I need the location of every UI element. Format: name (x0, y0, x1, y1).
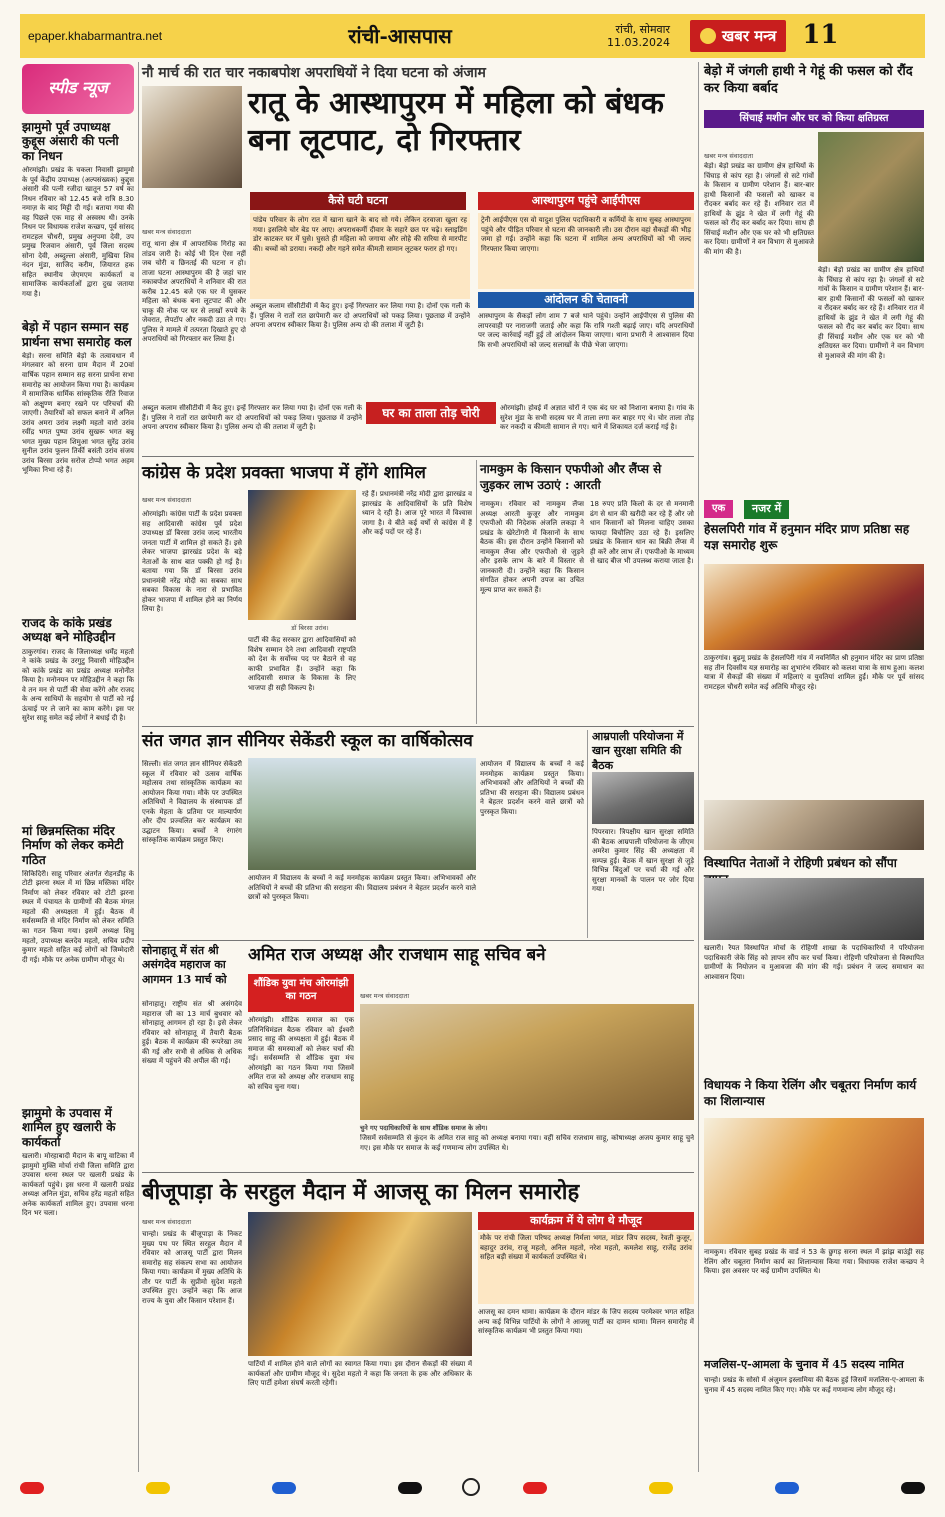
lead-kicker: नौ मार्च की रात चार नकाबपोश अपराधियों ने दिया घटना को अंजाम (142, 65, 486, 81)
ajsu-body-end: आजसू का दमन थामा। कार्यक्रम के दौरान मांडर के जिप सदस्य परमेश्वर भगत सहित अन्य कई विभिन्न पार्टियों के लोगों ने आजसू पार्टी का दामन थामा। मिलन समारोह में सांस्कृतिक कार्यक्रम भी प्रस्तुत किया गया। (478, 1308, 694, 1336)
temple-photo (704, 564, 924, 650)
ajsu-body-cont: पार्टियों में शामिल होने वाले लोगों का स्वागत किया गया। इस दौरान सैकड़ों की संख्या में कार्यकर्ता और ग्रामीण मौजूद थे। सुदेश महतो ने कहा कि जनता के हक और अधिकार के लिए पार्टी हमेशा संघर्ष करती रहेगी। (248, 1360, 472, 1388)
photo-caption: चुने गए पदाधिकारियों के साथ शौंडिक समाज के लोग। (360, 1124, 488, 1132)
story-body: सिकिदिरी। साहू परिवार अंतर्गत रोहनडीह के टोटी झरना स्थल में मां छिन्न मस्तिका मंदिर निर्माण को लेकर रविवार को टोटी झरना स्थल में पंचायत के ग्रामीणों की बैठक मंगल महतो की अध्यक्षता में हुई। बैठक में सर्वसम्मति से मंदिर निर्माण को लेकर समिति का गठन किया गया। इसमें अध्यक्ष शिवु महतो, उपाध्यक्ष बलदेव महतो, सचिव प्रदीप कुमार महतो सहित कई लोगों को जिम्मेदारी दी गई। मौके पर अनेक ग्रामीण मौजूद थे। (22, 869, 134, 964)
color-dot (649, 1482, 673, 1494)
story-headline: झामुमो के उपवास में शामिल हुए खलारी के कार्यकर्ता (22, 1105, 116, 1149)
mla-body: नामकुम। रविवार सुबह प्रखंड के वार्ड नं 53 के छुगड़ सरना स्थल में झांझ बाउंड्री सह रेलिंग और चबूतरा निर्माण कार्य का शिलान्यास किया गया। विधायक राजेश कच्छप ने किया। इस अवसर पर कई ग्रामीण उपस्थित थे। (704, 1248, 924, 1276)
elephant-photo (818, 132, 924, 262)
color-dot (901, 1482, 925, 1494)
theft-band: घर का ताला तोड़ चोरी (366, 402, 496, 424)
mla-photo (704, 1118, 924, 1244)
byline: खबर मन्त्र संवाददाता (142, 228, 192, 236)
section-band: कैसे घटी घटना (250, 192, 466, 210)
story-headline: बेड़ो में पहान सम्मान सह प्रार्थना सभा समारोह कल (22, 320, 132, 349)
section-divider (142, 726, 694, 727)
ajsu-photo (248, 1212, 472, 1356)
school-photo (248, 758, 476, 870)
incident-box: पांडेय परिवार के लोग रात में खाना खाने के बाद सो गये। लेकिन दरवाजा खुला रह गया। इसलिये चोर बेड पर आए। अपराधकर्मी दीवार के सहारे छत पर चढ़े। स्लाइडिंग डोर काटकर घर में घुसे। घुसते ही महिला को जगाया और लोहे की सरिया से मारपीट की। बच्चों को डराया। नकदी और गहने समेत कीमती सामान लूटकर फरार हो गए। (250, 213, 470, 299)
amit-headline: अमित राज अध्यक्ष और राजधाम साहू सचिव बने (248, 945, 546, 965)
sohna-body: सोनाहातू। राष्ट्रीय संत श्री असंगदेव महाराज जी का 13 मार्च बुधवार को सोनाहातू आगमन हो रहा है। इसे लेकर रविवार को सोनाहातू में तैयारी बैठक हुई। बैठक में कार्यक्रम की रूपरेखा तय की गई और सभी से अधिक से अधिक संख्या में पहुंचने की अपील की गई। (142, 1000, 242, 1066)
namkum-body-cont: 18 रुपए प्रति किलो के दर से मनमानी ढंग से धान की खरीदी कर रहे हैं और जो धान किसानों को मिलना चाहिए उसका फायदा बिचौलिए उठा रहे हैं। इसलिए प्रखंड के किसान धान का बिक्री लैंप्स में ही करें और लाभ लें। एफपीओ के माध्यम से खाद बीज भी उपलब्ध कराया जाता है। (590, 500, 694, 566)
column-divider (138, 62, 139, 1472)
elephant-body: बेड़ो। बेड़ो प्रखंड का ग्रामीण क्षेत्र हाथियों के चिंघाड़ से कांप रहा है। जंगलों से सटे गांवों के किसान व ग्रामीण परेशान हैं। बार-बार हाथी किसानों की फसलों को खाकर व रौंदकर बर्बाद कर रहे हैं। शनिवार रात में हाथियों के झुंड ने खेत में लगी गेहूं की फसल को रौंद कर बर्बाद कर दिया। साथ ही सिंचाई मशीन और एक घर को भी क्षतिग्रस्त कर दिया। ग्रामीणों ने वन विभाग से मुआवजे की मांग की है। (704, 162, 814, 256)
color-dot (146, 1482, 170, 1494)
byline: खबर मन्त्र संवाददाता (704, 152, 754, 160)
city-day: रांची, सोमवार (615, 22, 670, 36)
byline: खबर मन्त्र संवाददाता (142, 496, 192, 504)
displaced-body: खलारी। रैयत विस्थापित मोर्चा के रोहिणी शाखा के पदाधिकारियों ने परियोजना पदाधिकारी जेके सिंह को ज्ञापन सौंप कर चर्चा किया। रोहिणी परियोजना से विस्थापित ग्रामीणों के नियोजन व मुआवजा की मांग की गई। प्रबंधन ने जल्द समाधान का आश्वासन दिया। (704, 944, 924, 981)
story-body: ठाकुरगांव। राजद के जिलाध्यक्ष धर्मेंद्र महतो ने कांके प्रखंड के उरगुटु निवासी मोहिउद्दीन को कांके प्रखंड का प्रखंड अध्यक्ष मनोनीत किया है। मनोनयन पर मोहिउद्दीन ने कहा कि वे तन मन से पार्टी की सेवा करेंगे और राजद के अन्य साथियों के सहयोग से पार्टी को नई ऊंचाई पर ले जाने का काम करेंगे। इस पर सुरेश साहू समेत कई लोगों ने बधाई दी है। (22, 647, 134, 723)
mine-photo (592, 772, 694, 824)
column-divider (476, 460, 477, 724)
date-block (530, 23, 670, 49)
congress-body: ओरमांझी। कांग्रेस पार्टी के प्रदेश प्रवक्ता सह आदिवासी कांग्रेस पूर्व प्रदेश उपाध्यक्ष डॉ बिरसा उरांव जल्द भारतीय जनता पार्टी में शामिल हो सकते हैं। इसे लेकर भाजपा झारखंड प्रदेश के बड़े नेताओं के साथ बात पक्की हो गई है। बताया गया कि डॉ बिरसा उरांव प्रधानमंत्री नरेंद्र मोदी का सबका साथ सबका विकास के नारा से प्रभावित होकर भाजपा में शामिल होने का निर्णय लिया है। (142, 510, 242, 614)
majlis-headline: मजलिस-ए-आमला के चुनाव में 45 सदस्य नामित (704, 1358, 904, 1371)
temple-body: ठाकुरगांव। बुढ़मू प्रखंड के हेसलपिरी गांव में नवनिर्मित श्री हनुमान मंदिर का प्राण प्रतिष्ठा सह तीन दिवसीय यज्ञ समारोह का शुभारंभ रविवार को कलश यात्रा के साथ हुआ। कलश यात्रा में सैकड़ों की संख्या में महिलाएं व युवतियां शामिल हुईं। मौके पर पूर्व सांसद रामटहल चौधरी समेत कई अतिथि मौजूद रहे। (704, 654, 924, 691)
nazar-tag-lead: एक (704, 500, 733, 518)
agitation-body: आस्थापुरम के सैकड़ों लोग शाम 7 बजे थाने पहुंचे। उन्होंने आईपीएस से पुलिस की लापरवाही पर नाराजगी जताई और कहा कि रात्रि गश्ती बढ़ाई जाए। यदि अपराधियों पर जल्द कार्रवाई नहीं हुई तो आंदोलन किया जाएगा। थाना प्रभारी ने आश्वासन दिया कि सभी अपराधियों को जल्द सलाखों के पीछे भेजा जाएगा। (478, 312, 694, 349)
house-photo (142, 86, 242, 188)
lead-body: रातू थाना क्षेत्र में आपराधिक गिरोह का तांडव जारी है। कोई भी दिन ऐसा नहीं जब चोरी व छिनतई की घटना न हो। ताजा घटना आस्थापुरम की है जहां चार नकाबपोश अपराधियों ने शनिवार की रात करीब 12.45 बजे एक घर में घुसकर महिला को बंधक बना लूटपाट की और चाकू की नोक पर घर से लाखों रुपये के जेवरात, लैपटॉप और नकदी उठा ले गए। पुलिस ने मामले में तत्परता दिखाते हुए दो अपराधियों को गिरफ्तार कर लिया है। (142, 240, 246, 344)
mla-headline: विधायक ने किया रेलिंग और चबूतरा निर्माण कार्य का शिलान्यास (704, 1078, 917, 1108)
school-body: सिल्ली। संत जगत ज्ञान सीनियर सेकेंडरी स्कूल में रविवार को उत्सव वार्षिक महोत्सव तथा सांस्कृतिक कार्यक्रम का आयोजन किया गया। मौके पर उपस्थित अतिथियों ने विद्यालय के संस्थापक डॉ एनके मेहता के प्रतिमा पर माल्यार्पण और दीप प्रज्वलित कर कार्यक्रम का उद्घाटन किया। बच्चों ने रंगारंग सांस्कृतिक कार्यक्रम प्रस्तुत किए। (142, 760, 242, 845)
elephant-body-cont: बेड़ो। बेड़ो प्रखंड का ग्रामीण क्षेत्र हाथियों के चिंघाड़ से कांप रहा है। जंगलों से सटे गांवों के किसान व ग्रामीण परेशान हैं। बार-बार हाथी किसानों की फसलों को खाकर व रौंदकर बर्बाद कर रहे हैं। शनिवार रात में हाथियों के झुंड ने खेत में लगी गेहूं की फसल को रौंद कर बर्बाद कर दिया। साथ ही सिंचाई मशीन और एक घर को भी क्षतिग्रस्त कर दिया। ग्रामीणों ने वन विभाग से मुआवजे की मांग की है। (818, 266, 924, 360)
brand-icon (700, 28, 716, 44)
section-divider (142, 456, 694, 457)
column-divider (587, 730, 588, 938)
displaced-photo (704, 878, 924, 940)
epaper-url[interactable]: epaper.khabarmantra.net (28, 28, 163, 43)
ajsu-band: कार्यक्रम में ये लोग थे मौजूद (478, 1212, 694, 1230)
left-column (22, 120, 134, 1312)
nazar-tag: नजर में (744, 500, 789, 519)
displaced-headline: विस्थापित नेताओं ने रोहिणी प्रबंधन को सौंपा (704, 856, 897, 870)
brand-name: खबर मन्त्र (722, 26, 777, 45)
story-headline: राजद के कांके प्रखंड अध्यक्ष बने मोहिउद्दीन (22, 615, 116, 645)
ajsu-headline: बीजूपाड़ा के सरहुल मैदान में आजसू का मिलन समारोह (142, 1179, 580, 1205)
registration-crosshair-icon (462, 1478, 480, 1496)
story-body: खलारी। मोरहाबादी मैदान के बापू वाटिका में झामुमो मुक्ति मोर्चा रांची जिला समिति द्वारा उपवास धरना स्थल पर खलारी प्रखंड के कार्यकर्ता पहुंचे। इस धरना में खलारी प्रखंड अध्यक्ष अनिल मुंडा, सचिव हरेंद्र महतो सहित अनेक कार्यकर्ता शामिल हुए। उपवास धरना दिन भर चला। (22, 1152, 134, 1218)
amit-subhead: शौंडिक युवा मंच ओरमांझी का गठन (248, 974, 354, 1012)
story-body: ओरमांझी। प्रखंड के चकला निवासी झामुमो के पूर्व केंद्रीय उपाध्यक्ष (अल्पसंख्यक) कुद्दूस अंसारी की पत्नी रजीदा खातून 57 वर्ष का निधन रविवार को 12.45 बजे रात्रि 8.30 नमाज़ के बाद मिट्टी दी गई। बताया गया की वह पिछले एक माह से अस्वस्थ थी। उनके निधन पर विधायक राजेश कच्छप, पूर्व सांसद रामटहल चौधरी, प्रमुख अनुपमा देवी, उप प्रमुख रिजवान अंसारी, पूर्व जिला सदस्य सोना देवी, अब्दुल्ला अंसारी, मुखिया शिव नंदन मुंडा, साजिद करीम, जियारत हक सहित स्थानीय जेएमएम कार्यकर्ता व सामाजिक कार्यकर्ताओं द्वारा दुख जताया गया है। (22, 166, 134, 298)
temple-photo-2 (704, 800, 924, 850)
school-headline: संत जगत ज्ञान सीनियर सेकेंडरी स्कूल का वार्षिकोत्सव (142, 731, 473, 751)
section-title: रांची-आसपास (348, 23, 452, 48)
section-divider (142, 940, 694, 941)
section-band: आंदोलन की चेतावनी (478, 292, 694, 308)
byline: खबर मन्त्र संवाददाता (360, 992, 410, 1000)
color-dot (20, 1482, 44, 1494)
namkum-body: नामकुम। रविवार को नामकुम लैंप्स अध्यक्ष आरती कुजूर और नामकुम एफपीओ की निदेशक अंजलि लकड़ा ने प्रखंड के खेरेटोंगरी में किसानों के साथ बैठक की। इस दौरान उन्होंने किसानों को नामकुम लैंप्स और एफपीओ से जुड़ने और इसके लाभ के बारे में विस्तार से जानकारी दी। उन्होंने कहा कि किसान संगठित होकर अपनी उपज का उचित मूल्य प्राप्त कर सकते हैं। (480, 500, 584, 594)
column-divider (698, 62, 699, 1472)
story-headline: झामुमो पूर्व उपाध्यक्ष कुद्दूस अंसारी की पत्नी का निधन (22, 120, 119, 163)
section-band: आस्थापुरम पहुंचे आईपीएस (478, 192, 694, 210)
byline: खबर मन्त्र संवाददाता (142, 1218, 192, 1226)
majlis-body: चान्हो। प्रखंड के सोसो में अंजुमन इस्लामिया की बैठक हुई जिसमें मजलिस-ए-आमला के चुनाव में 45 सदस्य नामित किए गए। मौके पर कई गणमान्य लोग मौजूद रहे। (704, 1376, 924, 1394)
amit-photo (360, 1004, 694, 1120)
lead-headline: रातू के आस्थापुरम में महिला को बंधक बना लूटपाट, दो गिरफ्तार (248, 86, 664, 158)
issue-date: 11.03.2024 (607, 36, 670, 49)
mine-headline: आम्रपाली परियोजना में खान सुरक्षा समिति की बैठक (592, 730, 684, 772)
congress-body-end: रहे हैं। प्रधानमंत्री नरेंद्र मोदी द्वारा झारखंड व झारखंड के आदिवासियों के प्रति विशेष ध्यान दे रही है। आज पूरे भारत में विश्वास जागा है। वे बीते कई वर्षों से कांग्रेस में हैं और कई पदों पर रहे हैं। (362, 490, 472, 537)
color-dot (523, 1482, 547, 1494)
amit-body: ओरमांझी। शौंडिक समाज का एक प्रतिनिधिमंडल बैठक रविवार को ईश्वरी प्रसाद साहू की अध्यक्षता में हुई। बैठक में समाज की समस्याओं को लेकर चर्चा की गई। सर्वसम्मति से शौंडिक युवा मंच ओरमांझी का गठन किया गया जिसमें अमित राज को अध्यक्ष और राजधाम साहू को सचिव चुना गया। (248, 1016, 354, 1091)
lead-body-end: अब्दुल कलाम सीसीटीवी में कैद हुए। इन्हें गिरफ्तार कर लिया गया है। दोनों एक गली के हैं। पुलिस ने रातों रात छापेमारी कर दो अपराधियों को पकड़ लिया। पूछताछ में उन्होंने अपना अपराध स्वीकार किया है। पुलिस अन्य दो की तलाश में जुटी है। (142, 404, 362, 432)
ips-box: ट्रेनी आईपीएस एस वो यादुश पुलिस पदाधिकारी व कर्मियों के साथ सुबह आस्थापुरम पहुंचे और पीड़ित परिवार से घटना की जानकारी ली। उस दौरान वहां सैकड़ों की भीड़ जमा हो गई। उन्होंने कहा कि घटना में शामिल अन्य अपराधियों को भी जल्द गिरफ्तार किया जाएगा। (478, 213, 694, 289)
lead-story (142, 64, 694, 87)
color-dot (398, 1482, 422, 1494)
masthead (20, 14, 925, 58)
school-body-cont: आयोजन में विद्यालय के बच्चों ने कई मनमोहक कार्यक्रम प्रस्तुत किया। अभिभावकों और अतिथियों ने बच्चों की प्रतिभा की सराहना की। विद्यालय प्रबंधन ने बेहतर प्रदर्शन करने वाले छात्रों को पुरस्कृत किया। (248, 874, 476, 902)
brand-logo (690, 20, 786, 52)
elephant-headline: बेड़ो में जंगली हाथी ने गेहूं की फसल को रौंद कर किया बर्बाद (704, 64, 913, 96)
theft-body: ओरमांझी। होवई में अज्ञात चोरों ने एक बंद घर को निशाना बनाया है। गांव के सुरेश मुंडा के सभी सदस्य घर में ताला लगा कर बाहर गए थे। चोर ताला तोड़ कर नकदी व कीमती सामान ले गए। थाने में शिकायत दर्ज कराई गई है। (500, 404, 694, 432)
namkum-headline: नामकुम के किसान एफपीओ और लैंप्स से जुड़कर लाभ उठाएं : आरती (480, 462, 662, 492)
birsa-oraon-photo (248, 490, 356, 620)
ajsu-body: चान्हो। प्रखंड के बीजूपाड़ा के निकट मुख्य पथ पर स्थित सरहुल मैदान में रविवार को आजसू पार्टी द्वारा मिलन समारोह सह संकल्प सभा का आयोजन किया गया। कार्यक्रम में मुख्य अतिथि के तौर पर पार्टी के सुप्रीमो सुदेश महतो उपस्थित हुए। उन्होंने कहा कि आज राज्य के युवा और किसान परेशान हैं। (142, 1230, 242, 1305)
color-dot (272, 1482, 296, 1494)
story-headline: मां छिन्नमस्तिका मंदिर निर्माण को लेकर कमेटी गठित (22, 823, 124, 867)
school-body-end: आयोजन में विद्यालय के बच्चों ने कई मनमोहक कार्यक्रम प्रस्तुत किया। अभिभावकों और अतिथियों ने बच्चों की प्रतिभा की सराहना की। विद्यालय प्रबंधन ने बेहतर प्रदर्शन करने वाले छात्रों को पुरस्कृत किया। (480, 760, 584, 816)
section-divider (142, 1172, 694, 1173)
story-body: बेड़ो। सरना समिति बेड़ो के तत्वावधान में मंगलवार को सरना ग्राम मैदान में 20वां वार्षिक पहान सम्मान सह सरना प्रार्थना सभा समारोह का आयोजन किया गया है। कार्यक्रम में सामाजिक धार्मिक सांस्कृतिक रीति रिवाज को अक्षुण्ण बनाए रखने पर परिचर्चा की जाएगी। तैयारियों को सफल बनाने में अनिल उरांव अमरा उरांव लक्ष्मी महतो वारो उरांव रवींद्र भगत पुष्पा उरांव सुखरू भगत बन्नू भगत मुख्य पहान शिमुआ भगत सुरेंद्र उरांव सुनील उरांव फूलन तिर्की बसंती उरांव संजय उरांव बिरसा उरांव सरोज टोप्पो भगत अहम भूमिका निभा रहे हैं। (22, 351, 134, 475)
amit-body-cont: जिसमें सर्वसम्मति से कुंदन के अमित राज साहू को अध्यक्ष बनाया गया। वहीं सचिव राजधाम साहू, कोषाध्यक्ष अजय कुमार साहू चुने गए। इस मौके पर समाज के कई गणमान्य लोग उपस्थित थे। (360, 1134, 694, 1152)
sohna-headline: सोनाहातू में संत श्री असंगदेव महाराज का आगमन 13 मार्च को (142, 944, 227, 986)
congress-body-cont: पार्टी की केंद्र सरकार द्वारा आदिवासियों को विशेष सम्मान देने तथा आदिवासी राष्ट्रपति को देश के सर्वोच्च पद पर बैठाने से वह काफी प्रभावित हैं। उन्होंने कहा कि आदिवासी समाज के विकास के लिए भाजपा ही सही विकल्प है। (248, 636, 356, 692)
mine-body: पिपरवार। त्रिपक्षीय खान सुरक्षा समिति की बैठक आम्रपाली परियोजना के जीएम अमरेश कुमार सिंह की अध्यक्षता में सम्पन्न हुई। बैठक में खान सुरक्षा से जुड़े विभिन्न बिंदुओं पर चर्चा की गई और सुरक्षा मानकों के पालन पर जोर दिया गया। (592, 828, 694, 894)
speed-news-logo: स्पीड न्यूज (22, 64, 134, 114)
elephant-band: सिंचाई मशीन और घर को किया क्षतिग्रस्त (704, 110, 924, 128)
color-dot (775, 1482, 799, 1494)
page-number: 11 (802, 20, 839, 51)
ajsu-names: मौके पर रांची जिला परिषद अध्यक्ष निर्मला भगत, मांडर जिप सदस्य, रेवती कुजूर, बहादुर उरांव, राजू महतो, अनिल महतो, नरेश महतो, कमलेश साहू, राजेंद्र उरांव सहित बड़ी संख्या में कार्यकर्ता उपस्थित थे। (478, 1232, 694, 1304)
temple-headline: हेसलपिरी गांव में हनुमान मंदिर प्राण प्रतिष्ठा सह यज्ञ समारोह शुरू (704, 522, 910, 552)
lead-body-cont: अब्दुल कलाम सीसीटीवी में कैद हुए। इन्हें गिरफ्तार कर लिया गया है। दोनों एक गली के हैं। पुलिस ने रातों रात छापेमारी कर दो अपराधियों को पकड़ लिया। पूछताछ में उन्होंने अपना अपराध स्वीकार किया है। पुलिस अन्य दो की तलाश में जुटी है। (250, 302, 470, 330)
photo-caption: डॉ बिरसा उरांव। (291, 624, 329, 632)
congress-headline: कांग्रेस के प्रदेश प्रवक्ता भाजपा में होंगे शामिल (142, 463, 426, 483)
